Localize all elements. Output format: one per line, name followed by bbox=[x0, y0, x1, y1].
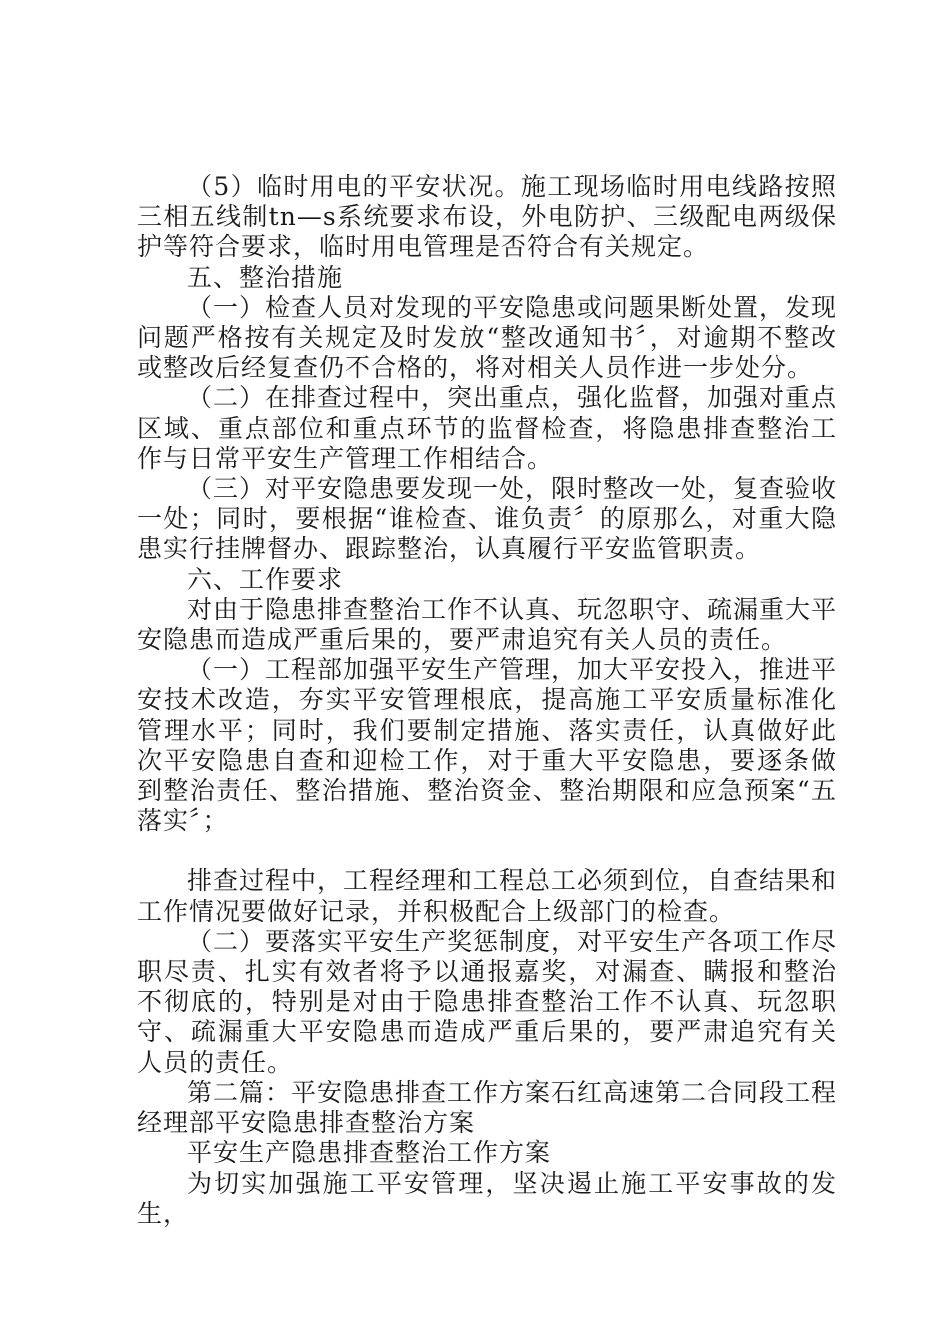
paragraph-temporary-power: （5）临时用电的平安状况。施工现场临时用电线路按照三相五线制tn—s系统要求布设，外电防护、三级配电两级保护等符合要求，临时用电管理是否符合有关规定。 bbox=[137, 172, 837, 262]
paragraph-requirement-1: （一）工程部加强平安生产管理，加大平安投入，推进平安技术改造，夯实平安管理根底，提高施工平安质量标准化管理水平；同时，我们要制定措施、落实责任，认真做好此次平安隐患自查和迎检工作，对于重大平安隐患，要逐条做到整治责任、整治措施、整治资金、整治期限和应急预案“五落实〞； bbox=[137, 655, 838, 836]
heading-rectification-measures: 五、整治措施 bbox=[187, 262, 344, 292]
paragraph-plan-intro: 为切实加强施工平安管理，坚决遏止施工平安事故的发生， bbox=[137, 1168, 837, 1228]
paragraph-requirement-2: （二）要落实平安生产奖惩制度，对平安生产各项工作尽职尽责、扎实有效者将予以通报嘉奖，对漏查、瞒报和整治不彻底的，特别是对由于隐患排查整治工作不认真、玩忽职守、疏漏重大平安隐患而造成严重后果的，要严肃追究有关人员的责任。 bbox=[137, 926, 838, 1077]
paragraph-measure-2: （二）在排查过程中，突出重点，强化监督，加强对重点区域、重点部位和重点环节的监督检查，将隐患排查整治工作与日常平安生产管理工作相结合。 bbox=[137, 383, 838, 473]
heading-work-requirements: 六、工作要求 bbox=[187, 564, 344, 594]
paragraph-accountability: 对由于隐患排查整治工作不认真、玩忽职守、疏漏重大平安隐患而造成严重后果的，要严肃追究有关人员的责任。 bbox=[137, 594, 838, 655]
heading-second-article: 第二篇：平安隐患排查工作方案石红高速第二合同段工程经理部平安隐患排查整治方案 bbox=[137, 1077, 838, 1138]
paragraph-measure-3: （三）对平安隐患要发现一处，限时整改一处，复查验收一处；同时，要根据“谁检查、谁负责〞的原那么，对重大隐患实行挂牌督办、跟踪整治，认真履行平安监管职责。 bbox=[137, 474, 838, 564]
heading-work-plan: 平安生产隐患排查整治工作方案 bbox=[187, 1138, 552, 1168]
blank-line bbox=[137, 836, 837, 866]
paragraph-measure-1: （一）检查人员对发现的平安隐患或问题果断处置，发现问题严格按有关规定及时发放“整改通知书〞，对逾期不整改或整改后经复查仍不合格的，将对相关人员作进一步处分。 bbox=[137, 292, 838, 383]
document-body bbox=[137, 172, 837, 1229]
paragraph-inspection-process: 排查过程中，工程经理和工程总工必须到位，自查结果和工作情况要做好记录，并积极配合上级部门的检查。 bbox=[137, 866, 838, 926]
